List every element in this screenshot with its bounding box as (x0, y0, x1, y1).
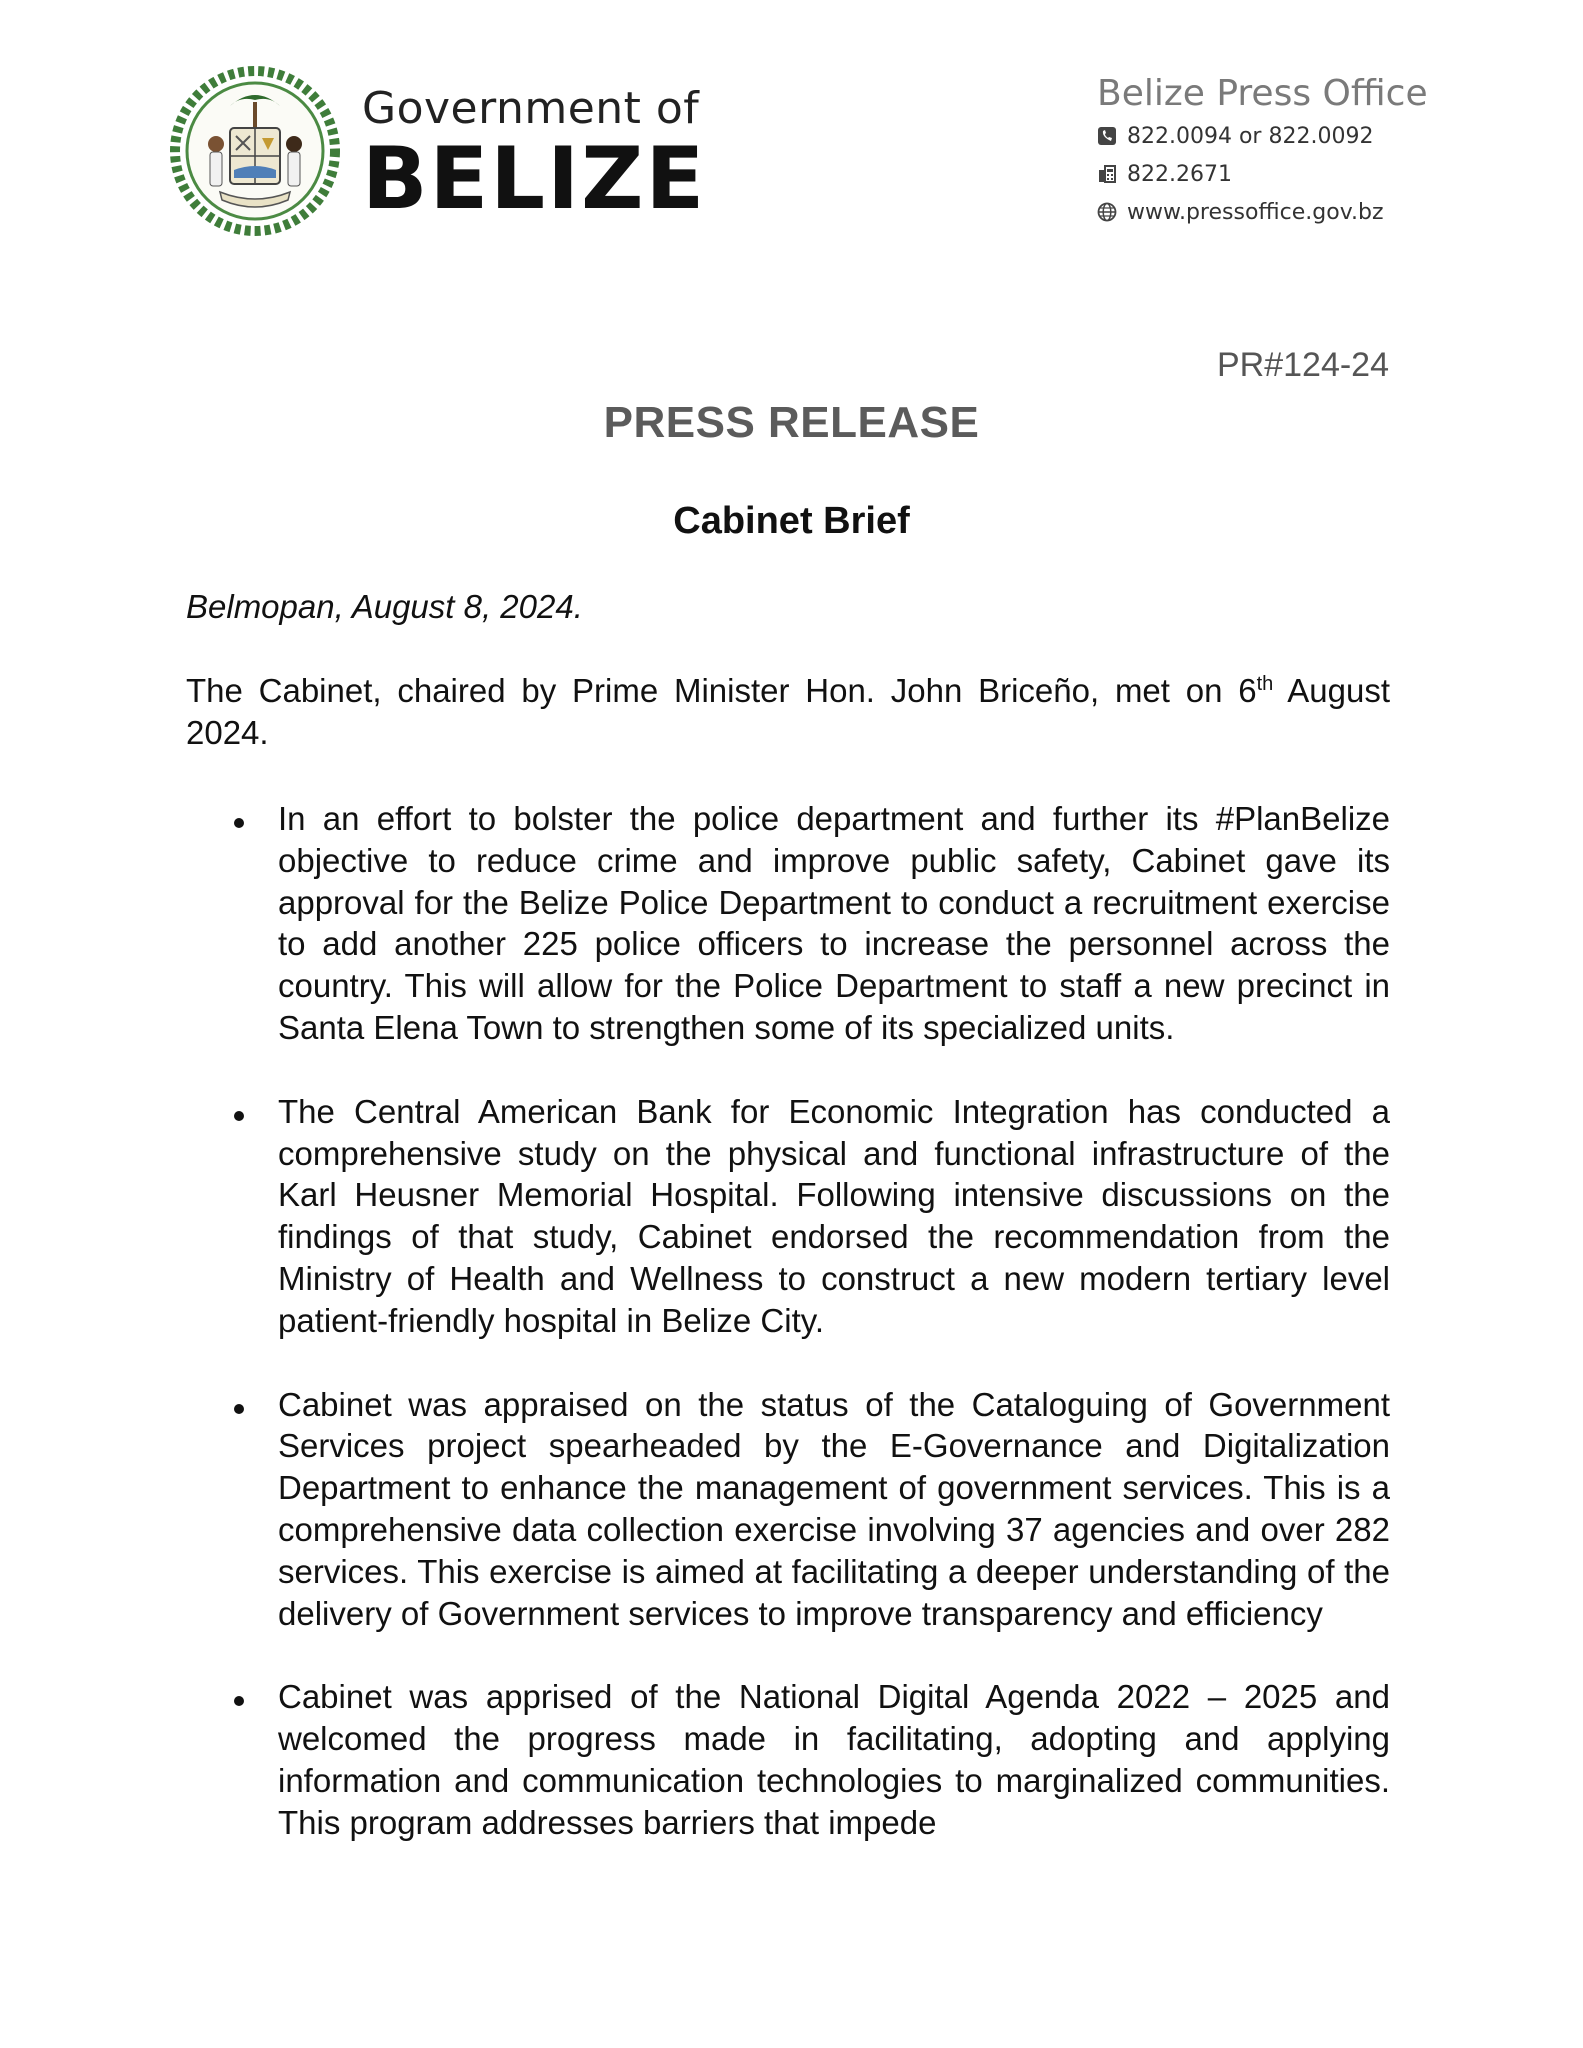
bullet-item (186, 1384, 1390, 1635)
dateline: Belmopan, August 8, 2024. (186, 588, 583, 625)
government-wordmark (362, 83, 707, 229)
bullet-item (186, 1676, 1390, 1843)
belize-coat-of-arms-seal (170, 66, 340, 236)
bullet-item (186, 798, 1390, 1049)
document-subtitle: Cabinet Brief (673, 500, 910, 542)
globe-icon (1097, 202, 1117, 222)
fax-icon (1097, 164, 1117, 184)
bullet-list (186, 798, 1390, 1886)
fax-number: 822.2671 (1127, 161, 1232, 187)
website-link[interactable]: www.pressoffice.gov.bz (1127, 199, 1384, 225)
website-row (1097, 194, 1428, 230)
intro-superscript: th (1256, 673, 1274, 695)
bullet-item (186, 1091, 1390, 1342)
intro-text-after: August 2024. (186, 672, 1390, 751)
bullet-text: Cabinet was apprised of the National Digital Agenda 2022 – 2025 and welcomed the progress made in facilitating, adopting and applying information and communication technologies to marginalized communities. This program addresses barriers that impede (278, 1678, 1390, 1841)
bullet-text: Cabinet was appraised on the status of the Cataloguing of Government Services project spearheaded by the E-Governance and Digitalization Department to enhance the management of government services. This is a comprehensive data collection exercise involving 37 agencies and over 282 services. This exercise is aimed at facilitating a deeper understanding of the delivery of Government services to improve transparency and efficiency (278, 1385, 1390, 1632)
bullet-marker (234, 818, 244, 828)
letterhead (0, 0, 1583, 260)
bullet-marker (234, 1696, 244, 1706)
phone-icon (1097, 126, 1117, 146)
phone-row (1097, 118, 1428, 154)
bullet-marker (234, 1111, 244, 1121)
intro-paragraph (186, 670, 1390, 754)
fax-row (1097, 156, 1428, 192)
press-office-title: Belize Press Office (1097, 73, 1428, 114)
bullet-text: In an effort to bolster the police department and further its #PlanBelize objective to reduce crime and improve public safety, Cabinet gave its approval for the Belize Police Department to conduct a recruitment exercise to add another 225 police officers to increase the personnel across the country. This will allow for the Police Department to staff a new precinct in Santa Elena Town to strengthen some of its specialized units. (278, 800, 1390, 1046)
phone-number: 822.0094 or 822.0092 (1127, 123, 1374, 149)
gov-line-1: Government of (362, 83, 700, 134)
bullet-text: The Central American Bank for Economic Integration has conducted a comprehensive study on the physical and functional infrastructure of the Karl Heusner Memorial Hospital. Following intensive discussions on the findings of that study, Cabinet endorsed the recommendation from the Ministry of Health and Wellness to construct a new modern tertiary level patient-friendly hospital in Belize City. (278, 1092, 1390, 1339)
press-office-contact (1097, 72, 1428, 230)
intro-text-before: The Cabinet, chaired by Prime Minister Hon. John Briceño, met on 6 (186, 672, 1257, 709)
press-release-number: PR#124-24 (1216, 346, 1389, 384)
gov-line-2: BELIZE (362, 129, 707, 229)
bullet-marker (234, 1404, 244, 1414)
document-title: PRESS RELEASE (603, 398, 980, 447)
